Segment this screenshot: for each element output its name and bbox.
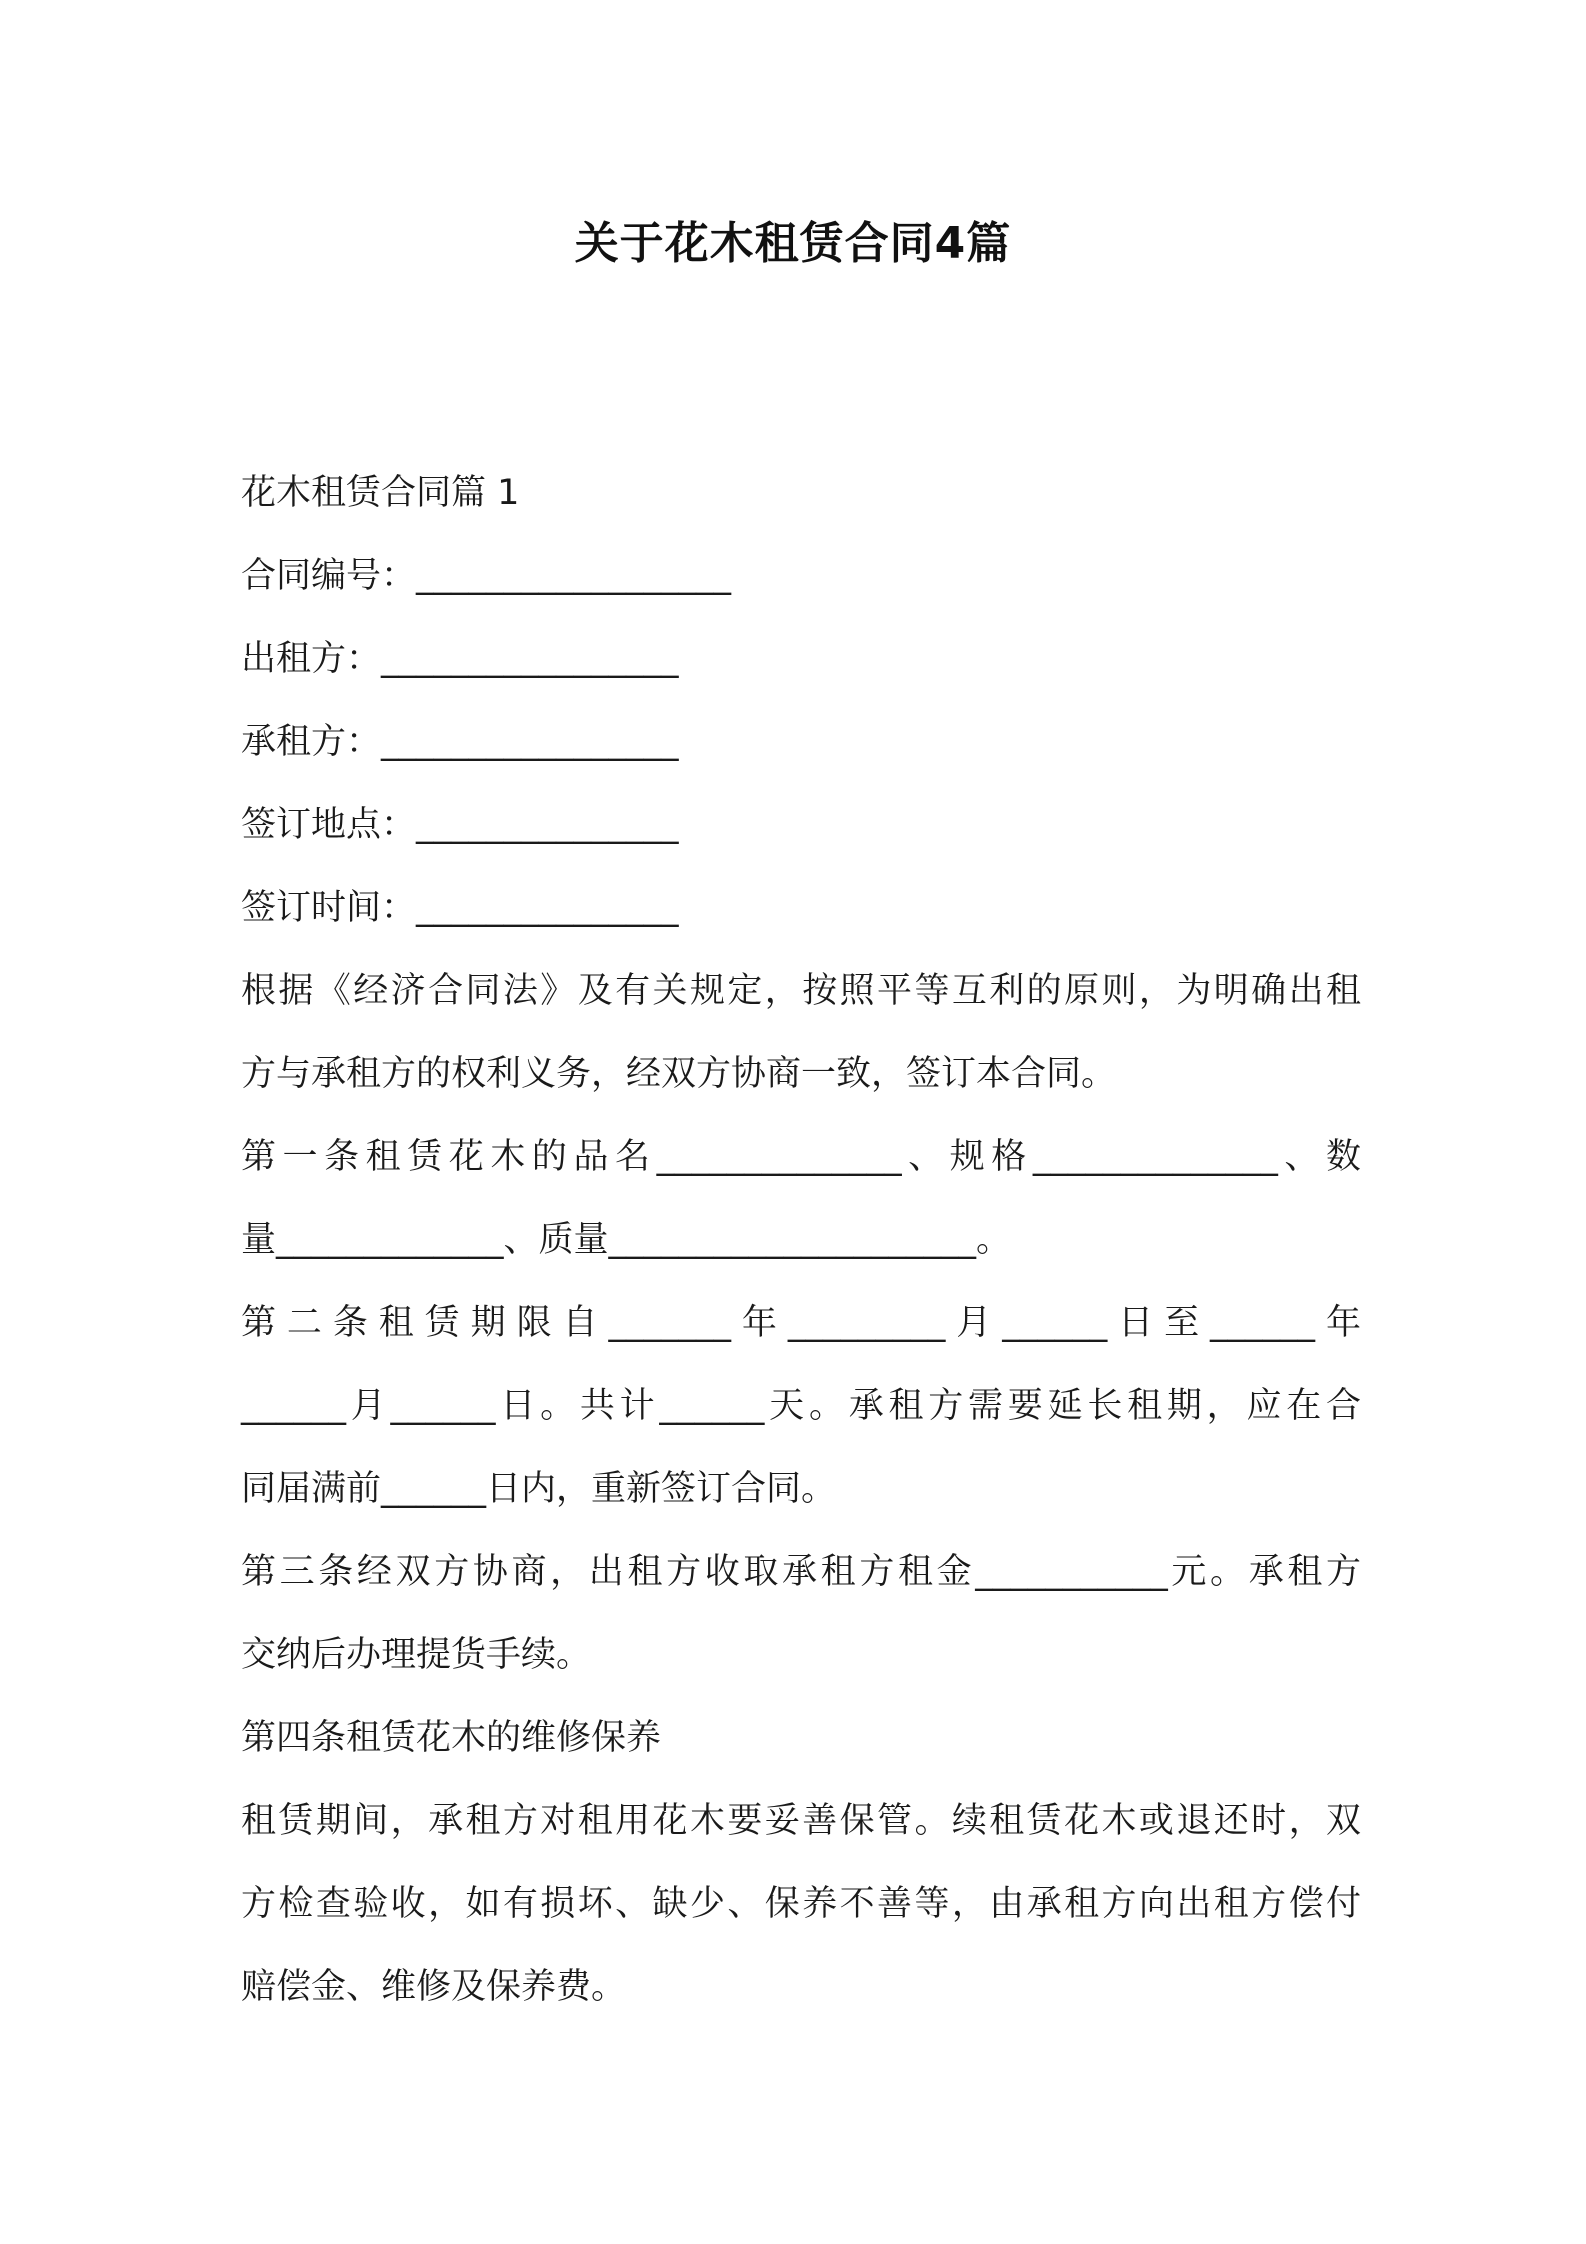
paragraph-line: 同届满前______日内，重新签订合同。 — [241, 1469, 837, 1509]
paragraph-line: 第四条租赁花木的维修保养 — [241, 1718, 662, 1758]
paragraph-line: ______月______日。共计______天。承租方需要延长租期，应在合 — [241, 1386, 1361, 1426]
paragraph-line: 第三条经双方协商，出租方收取承租方租金___________元。承租方 — [241, 1552, 1361, 1592]
document-body — [241, 452, 1361, 2029]
paragraph-line: 第一条租赁花木的品名______________、规格______________、数 — [241, 1137, 1361, 1177]
paragraph-line: 交纳后办理提货手续。 — [241, 1635, 592, 1675]
paragraph-line: 赔偿金、维修及保养费。 — [241, 1967, 627, 2007]
paragraph-line: 合同编号：__________________ — [241, 556, 732, 596]
paragraph-line: 花木租赁合同篇 1 — [241, 473, 520, 513]
document-title: 关于花木租赁合同4篇 — [574, 218, 1012, 269]
paragraph-line: 承租方：_________________ — [241, 722, 679, 762]
paragraph-line: 根据《经济合同法》及有关规定，按照平等互利的原则，为明确出租 — [241, 971, 1361, 1011]
paragraph-line: 签订地点：_______________ — [241, 805, 679, 845]
paragraph-line: 方与承租方的权利义务，经双方协商一致，签订本合同。 — [241, 1054, 1117, 1094]
paragraph-line: 方检查验收，如有损坏、缺少、保养不善等，由承租方向出租方偿付 — [241, 1884, 1361, 1924]
paragraph-line: 出租方：_________________ — [241, 639, 679, 679]
paragraph-line: 租赁期间，承租方对租用花木要妥善保管。续租赁花木或退还时，双 — [241, 1801, 1361, 1841]
paragraph-line: 签订时间：_______________ — [241, 888, 679, 928]
paragraph-line: 第二条租赁期限自_______年_________月______日至______年 — [241, 1303, 1361, 1343]
paragraph-line: 量_____________、质量_____________________。 — [241, 1220, 1012, 1260]
